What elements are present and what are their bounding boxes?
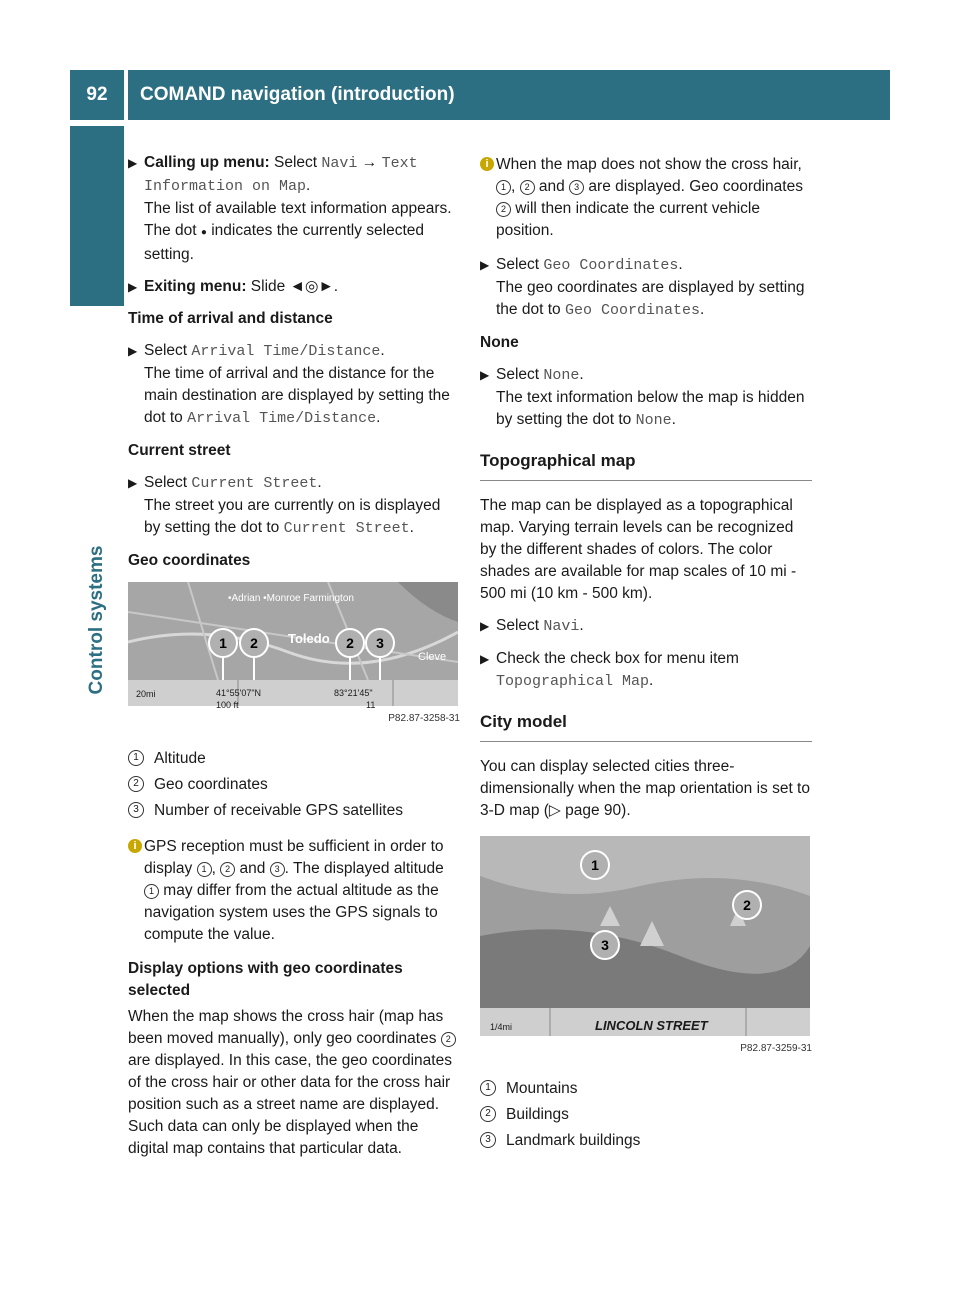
legend-item: 3 Landmark buildings: [480, 1130, 812, 1152]
heading-topographical-map: Topographical map: [480, 450, 812, 481]
step-arrow-icon: ▶: [480, 258, 490, 272]
callout-2-city: 2: [732, 890, 762, 920]
step-arrival-time: ▶ Select Arrival Time/Distance. The time of arrival and the distance for the main destination are displayed by setting the dot to Arrival Time/Distance.: [128, 342, 450, 427]
figure-code: P82.87-3258-31: [388, 713, 460, 724]
geo-map-figure: [128, 582, 458, 710]
step-arrow-icon: ▶: [128, 280, 138, 294]
bullet-dot-icon: ●: [200, 227, 207, 238]
map-top-labels: •Adrian •Monroe Farmington: [228, 593, 354, 604]
callout-3-city: 3: [590, 930, 620, 960]
step-arrow-icon: ▶: [480, 652, 490, 666]
left-column: [128, 152, 460, 1160]
figure-code: P82.87-3259-31: [740, 1043, 812, 1054]
sidebar-section: Control systems: [86, 545, 107, 695]
city-scale: 1/4mi: [490, 1022, 513, 1032]
topo-body: The map can be displayed as a topographical map. Varying terrain levels can be recognized by the different shades of colors. The color shades are available for map scales of 10 mi - 500 mi (10 km - 500 km).: [480, 497, 797, 602]
heading-none: None: [480, 334, 519, 351]
info-note-gps: i GPS reception must be sufficient in order to display 1 , 2 and 3 . The displayed altitude 1 may differ from the actual altitude as the navigation system uses the GPS signals to compute the value.: [128, 836, 460, 946]
info-icon: i: [128, 839, 142, 853]
step-arrow-icon: ▶: [480, 619, 490, 633]
map-city-label: Toledo: [288, 631, 330, 646]
callout-2-right: 2: [335, 628, 365, 658]
city-body: You can display selected cities three-dimensionally when the map orientation is set to 3-D map (▷ page 90).: [480, 758, 810, 819]
map-coord-right: 83°21'45": [334, 688, 373, 698]
info-icon: i: [480, 157, 494, 171]
heading-display-options: Display options with geo coordinates selected: [128, 960, 403, 999]
step-arrow-icon: ▶: [128, 344, 138, 358]
legend-item: 3 Number of receivable GPS satellites: [128, 800, 460, 822]
map-coord-left: 41°55'07"N: [216, 688, 262, 698]
callout-1-left: 1: [208, 628, 238, 658]
callout-3: 3: [365, 628, 395, 658]
city-model-figure: [480, 836, 810, 1036]
map-satellites: 11: [366, 700, 376, 710]
sidebar-tab: [70, 126, 124, 306]
step-arrow-icon: ▶: [480, 368, 490, 382]
callout-1-city: 1: [580, 850, 610, 880]
legend-item: 1 Mountains: [480, 1078, 812, 1100]
callout-2-left: 2: [239, 628, 269, 658]
right-column: [480, 152, 812, 1156]
heading-current-street: Current street: [128, 442, 231, 459]
city-street-label: LINCOLN STREET: [595, 1018, 708, 1033]
info-note-crosshair: i When the map does not show the cross hair, 1 , 2 and 3 are displayed. Geo coordinates 2 will then indicate the current vehicle position.: [480, 154, 812, 242]
map-altitude: 100 ft: [216, 700, 239, 710]
controller-icon: ◄◎►: [289, 278, 334, 295]
step-arrow-icon: ▶: [128, 156, 138, 170]
step-geo-coordinates: ▶ Select Geo Coordinates. The geo coordinates are displayed by setting the dot to Geo Coordinates.: [480, 256, 805, 319]
step-arrow-icon: ▶: [128, 476, 138, 490]
step-exiting-menu: ▶ Exiting menu: Slide ◄◎►.: [128, 276, 460, 298]
map-right-label: Cleve: [418, 651, 447, 663]
step-select-navi: ▶ Select Navi.: [480, 617, 584, 635]
map-scale: 20mi: [136, 689, 156, 699]
step-none: ▶ Select None. The text information below the map is hidden by setting the dot to None.: [480, 366, 805, 429]
page-title: COMAND navigation (introduction): [128, 70, 890, 120]
legend-item: 2 Geo coordinates: [128, 774, 460, 796]
heading-time-arrival: Time of arrival and distance: [128, 310, 333, 327]
step-check-topo: ▶ Check the check box for menu item Topographical Map.: [480, 650, 739, 690]
city-model-image: [480, 836, 810, 1036]
legend-item: 2 Buildings: [480, 1104, 812, 1126]
page-number: 92: [70, 70, 124, 120]
step-calling-menu: ▶ Calling up menu: Select Navi → Text Information on Map. The list of available text information appears. The dot ● indicates the currently selected setting.: [128, 154, 452, 263]
display-options-text: When the map shows the cross hair (map has been moved manually), only geo coordinates 2 are displayed. In this case, the geo coordinates of the cross hair or other data for the cross hair position such as a street name are displayed. Such data can only be displayed when the digital map contains that particular data.: [128, 1006, 460, 1160]
step-current-street: ▶ Select Current Street. The street you are currently on is displayed by setting the dot to Current Street.: [128, 474, 441, 537]
heading-geo-coordinates: Geo coordinates: [128, 552, 251, 569]
heading-city-model: City model: [480, 711, 812, 742]
legend-item: 1 Altitude: [128, 748, 460, 770]
